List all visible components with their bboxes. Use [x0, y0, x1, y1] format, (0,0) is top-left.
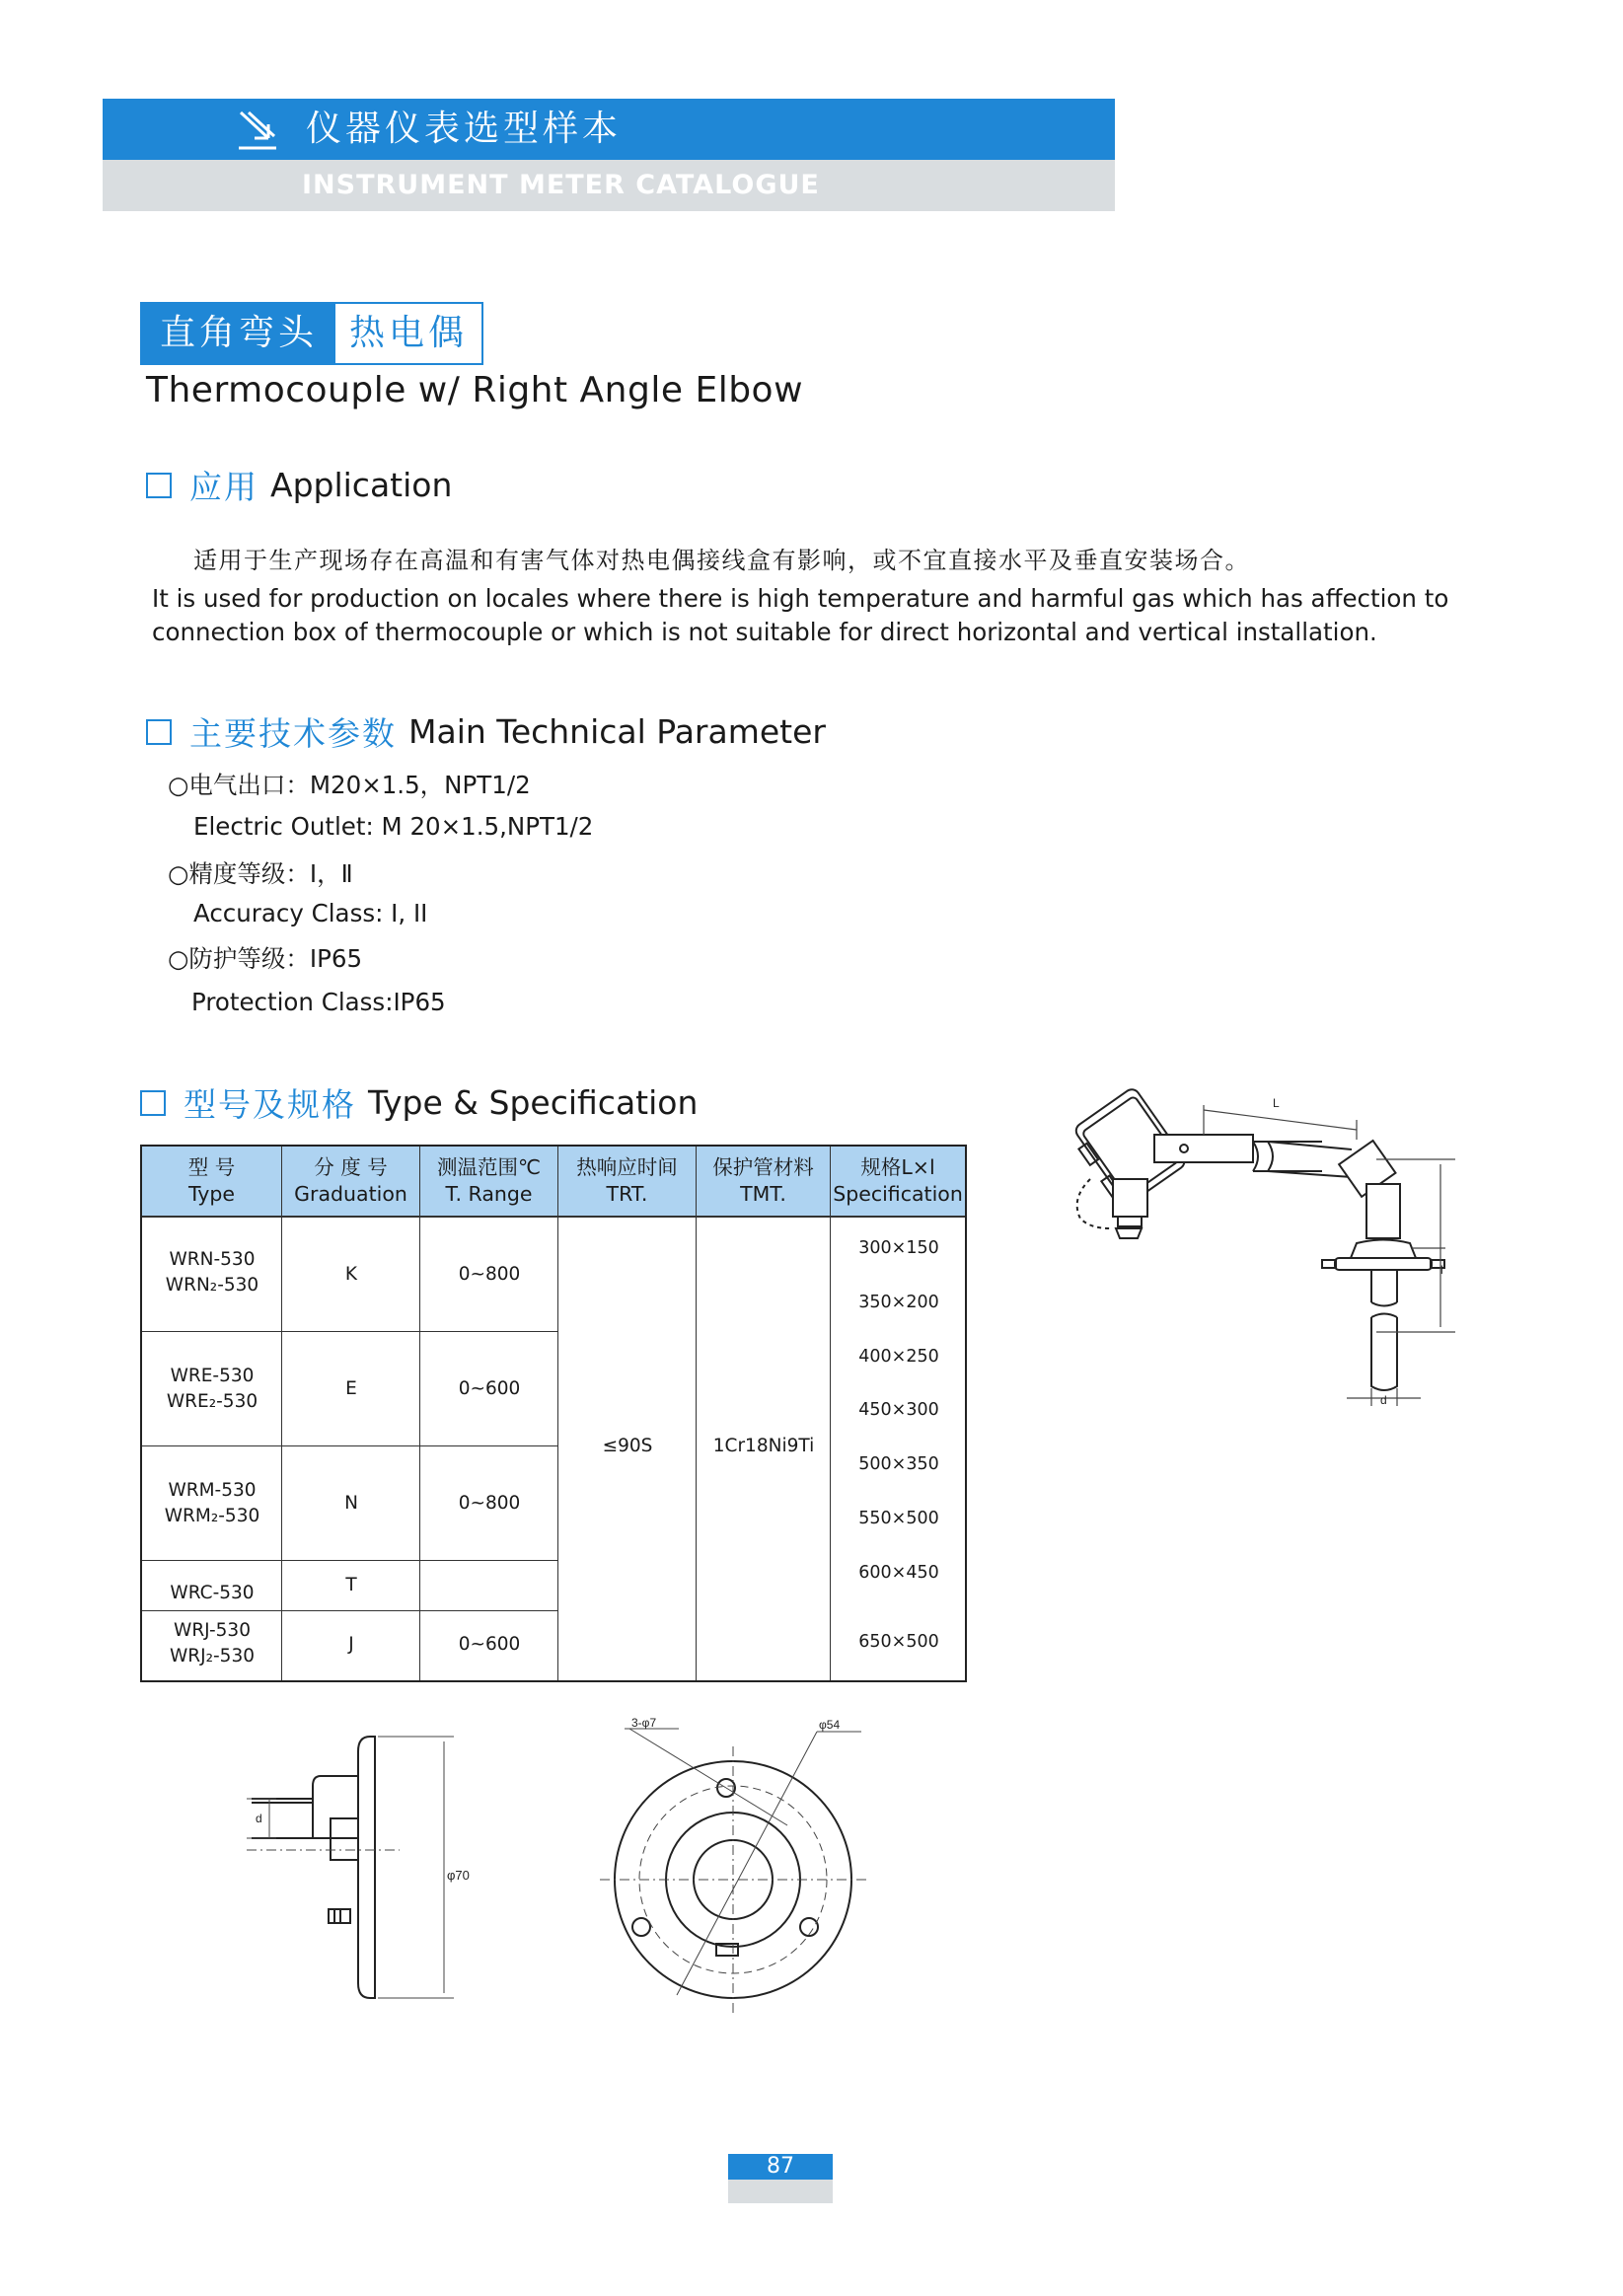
col-header-en: T. Range — [445, 1182, 533, 1206]
col-header-en: Type — [187, 1182, 236, 1206]
parameters-heading-en: Main Technical Parameter — [408, 712, 826, 751]
col-header-en: Graduation — [294, 1182, 407, 1206]
flange-d-label: d — [256, 1812, 262, 1825]
parameters-heading — [146, 708, 826, 755]
table-cell-type: WRC-530 — [170, 1583, 255, 1603]
type-spec-heading-en: Type & Specification — [368, 1083, 699, 1122]
spec-value: 650×500 — [858, 1632, 939, 1652]
param-outlet-cn: ○电气出口：M20×1.5，NPT1/2 — [168, 771, 531, 799]
spec-value: 500×350 — [858, 1454, 939, 1474]
product-title-en: Thermocouple w/ Right Angle Elbow — [146, 370, 804, 410]
spec-value: 300×150 — [858, 1238, 939, 1258]
table-cell-graduation: N — [344, 1493, 358, 1514]
type-code: WRE₂-530 — [166, 1391, 258, 1412]
flange-diameter-label: φ70 — [447, 1868, 470, 1883]
pcd-label: φ54 — [819, 1718, 841, 1732]
application-heading-en: Application — [270, 466, 453, 504]
product-title-cn-part1: 直角弯头 — [142, 304, 335, 363]
param-accuracy-en: Accuracy Class: I, II — [193, 899, 428, 927]
spec-value: 600×450 — [858, 1563, 939, 1583]
col-header-tmt — [697, 1147, 831, 1218]
flange-front-view-drawing — [590, 1717, 876, 2013]
application-text-cn: 适用于生产现场存在高温和有害气体对热电偶接线盒有影响，或不宜直接水平及垂直安装场合。 — [193, 547, 1250, 574]
type-code: WRM₂-530 — [164, 1506, 260, 1526]
table-cell-tmt: 1Cr18Ni9Ti — [712, 1436, 815, 1456]
param-outlet-en: Electric Outlet: M 20×1.5,NPT1/2 — [193, 812, 594, 841]
param-accuracy-cn: ○精度等级：Ⅰ，Ⅱ — [168, 859, 353, 888]
catalogue-title-cn: 仪器仪表选型样本 — [306, 109, 623, 149]
page-number: 87 — [767, 2154, 794, 2179]
col-header-type — [142, 1147, 282, 1218]
col-header-cn: 规格L×l — [860, 1155, 935, 1179]
col-header-en: TRT. — [606, 1182, 648, 1206]
type-code: WRN-530 — [169, 1249, 256, 1270]
table-row-divider — [142, 1610, 558, 1611]
spec-value: 450×300 — [858, 1400, 939, 1420]
table-cell-graduation: E — [345, 1378, 357, 1399]
table-cell-range: 0~600 — [458, 1634, 521, 1655]
spec-value: 550×500 — [858, 1509, 939, 1528]
table-cell-trt: ≤90S — [602, 1436, 653, 1456]
type-spec-heading — [140, 1079, 698, 1126]
col-header-en: TMT. — [740, 1182, 786, 1206]
table-row-divider — [142, 1445, 558, 1446]
dimension-L-label: L — [1273, 1096, 1280, 1110]
type-spec-heading-cn: 型号及规格 — [184, 1085, 356, 1124]
type-code: WRN₂-530 — [165, 1275, 259, 1296]
spec-table — [140, 1145, 967, 1682]
type-code: WRJ-530 — [174, 1620, 251, 1641]
param-protection-cn: ○防护等级：IP65 — [168, 944, 363, 973]
spec-value: 350×200 — [858, 1293, 939, 1312]
table-cell-type — [142, 1247, 282, 1298]
catalogue-title-en: INSTRUMENT METER CATALOGUE — [302, 170, 820, 200]
parameters-heading-cn: 主要技术参数 — [189, 714, 397, 753]
table-cell-type — [142, 1478, 282, 1529]
param-protection-en: Protection Class:IP65 — [191, 988, 446, 1016]
table-row-divider — [142, 1560, 558, 1561]
page-number-shadow — [728, 2180, 833, 2203]
type-code: WRJ₂-530 — [169, 1646, 255, 1666]
product-title-cn — [140, 302, 483, 365]
col-header-graduation — [282, 1147, 420, 1218]
col-header-cn: 热响应时间 — [576, 1155, 678, 1179]
application-heading-cn: 应用 — [189, 468, 258, 506]
col-header-cn: 分 度 号 — [314, 1155, 388, 1179]
table-cell-type — [142, 1364, 282, 1415]
col-header-en: Specification — [833, 1182, 963, 1206]
checkbox-square-icon — [140, 1090, 166, 1116]
col-header-spec — [831, 1147, 965, 1218]
checkbox-square-icon — [146, 473, 172, 498]
table-row-divider — [142, 1331, 558, 1332]
col-header-cn: 测温范围℃ — [436, 1155, 542, 1179]
table-cell-type — [142, 1618, 282, 1669]
application-heading — [146, 462, 452, 508]
dimension-l-label: l — [1440, 1263, 1443, 1277]
arrow-down-right-icon — [235, 109, 280, 152]
table-cell-graduation: J — [348, 1634, 354, 1655]
table-cell-graduation: T — [345, 1575, 357, 1595]
elbow-thermocouple-drawing — [1061, 1080, 1475, 1406]
product-title-cn-part2: 热电偶 — [349, 313, 469, 353]
table-cell-range: 0~600 — [458, 1378, 521, 1399]
application-text-en: It is used for production on locales where there is high temperature and harmful gas which has affection to connection box of thermocouple or which is not suitable for direct horizontal and vertical installation. — [152, 584, 1449, 646]
checkbox-square-icon — [146, 719, 172, 745]
spec-value: 400×250 — [858, 1347, 939, 1367]
col-header-cn: 保护管材料 — [712, 1155, 814, 1179]
type-code: WRE-530 — [170, 1366, 255, 1386]
holes-label: 3-φ7 — [631, 1717, 657, 1730]
type-code: WRM-530 — [168, 1480, 257, 1501]
col-header-trt — [558, 1147, 697, 1218]
table-cell-range: 0~800 — [458, 1493, 521, 1514]
table-cell-graduation: K — [344, 1264, 358, 1285]
col-header-cn: 型 号 — [187, 1155, 236, 1179]
table-cell-range: 0~800 — [458, 1264, 521, 1285]
flange-side-view-drawing — [232, 1732, 479, 2008]
dimension-d-label: d — [1380, 1393, 1387, 1406]
col-header-range — [420, 1147, 558, 1218]
